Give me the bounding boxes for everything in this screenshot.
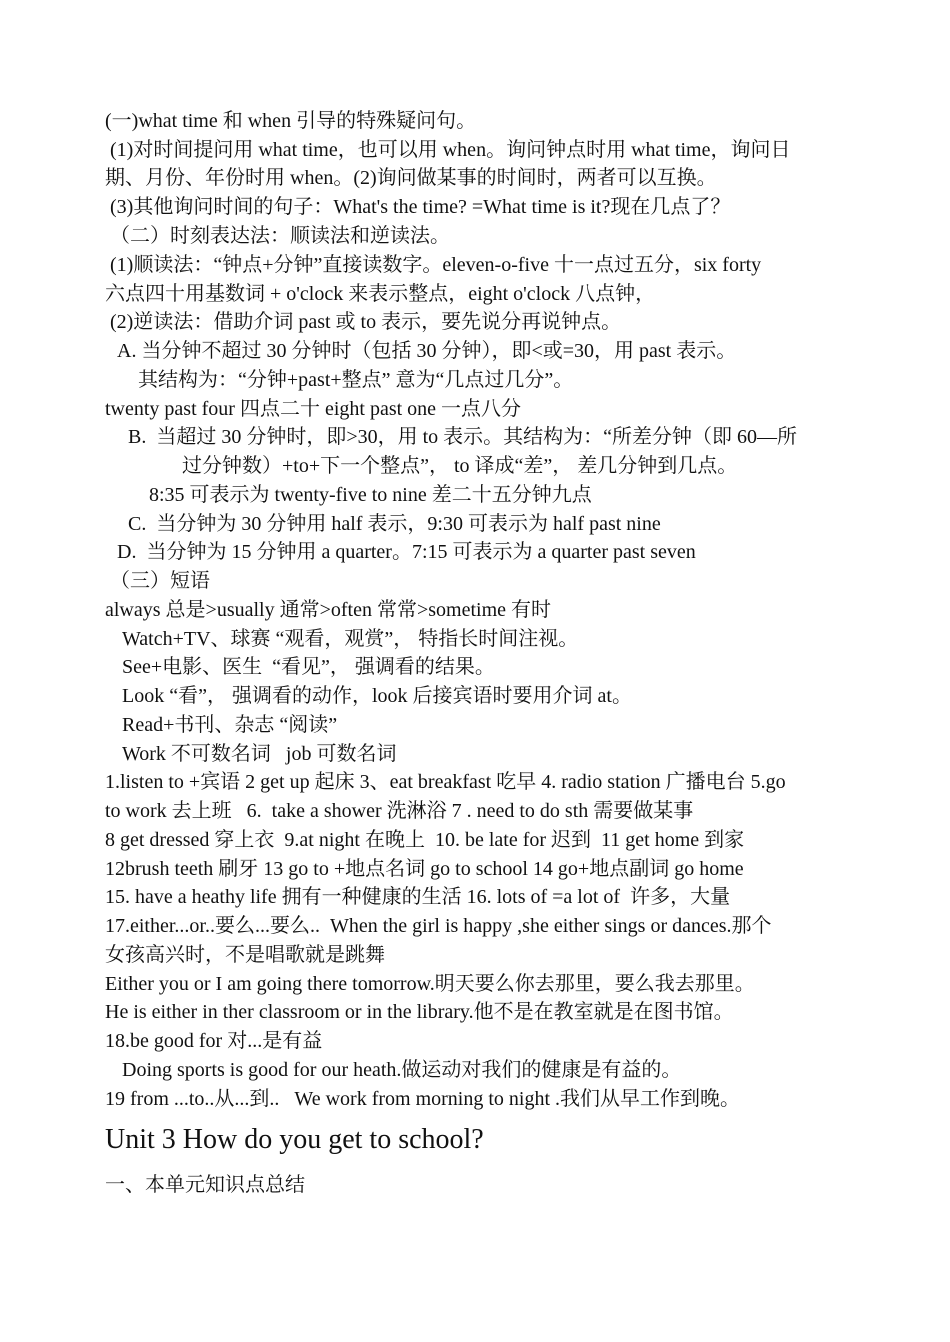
- text-line: (一)what time 和 when 引导的特殊疑问句。: [105, 110, 477, 132]
- text-line: 8:35 可表示为 twenty-five to nine 差二十五分钟九点: [149, 484, 592, 506]
- text-line: Either you or I am going there tomorrow.明天要么你去那里，要么我去那里。: [105, 973, 755, 995]
- text-line: 其结构为：“分钟+past+整点” 意为“几点过几分”。: [138, 369, 574, 391]
- text-line: 期、月份、年份时用 when。(2)询问做某事的时间时，两者可以互换。: [105, 167, 717, 189]
- text-line: A. 当分钟不超过 30 分钟时（包括 30 分钟），即<或=30，用 past 表示。: [117, 340, 737, 362]
- text-line: Watch+TV、球赛 “观看，观赏”， 特指长时间注视。: [122, 628, 579, 650]
- section-heading: 一、本单元知识点总结: [105, 1174, 305, 1196]
- text-line: 12brush teeth 刷牙 13 go to +地点名词 go to school 14 go+地点副词 go home: [105, 858, 744, 880]
- text-line: 17.either...or..要么...要么.. When the girl is happy ,she either sings or dances.那个: [105, 915, 772, 937]
- text-line: always 总是>usually 通常>often 常常>sometime 有时: [105, 599, 552, 621]
- text-line: to work 去上班 6. take a shower 洗淋浴 7 . need to do sth 需要做某事: [105, 800, 694, 822]
- text-line: 女孩高兴时，不是唱歌就是跳舞: [105, 944, 385, 966]
- text-line: 六点四十用基数词 + o'clock 来表示整点，eight o'clock 八点钟，: [105, 283, 656, 305]
- text-line: B. 当超过 30 分钟时，即>30，用 to 表示。其结构为：“所差分钟（即 60—所: [128, 426, 798, 448]
- text-line: 1.listen to +宾语 2 get up 起床 3、eat breakfast 吃早 4. radio station 广播电台 5.go: [105, 771, 786, 793]
- text-line: Look “看”， 强调看的动作，look 后接宾语时要用介词 at。: [122, 685, 632, 707]
- text-line: 19 from ...to..从...到.. We work from morning to night .我们从早工作到晚。: [105, 1088, 741, 1110]
- text-line: twenty past four 四点二十 eight past one 一点八分: [105, 398, 522, 420]
- text-line: （二）时刻表达法：顺读法和逆读法。: [110, 225, 450, 247]
- text-line: （三）短语: [110, 570, 210, 592]
- text-line: Work 不可数名词 job 可数名词: [122, 743, 397, 765]
- text-line: (1)顺读法：“钟点+分钟”直接读数字。eleven-o-five 十一点过五分，six forty: [105, 254, 762, 276]
- text-line: 18.be good for 对...是有益: [105, 1030, 323, 1052]
- text-line: See+电影、医生 “看见”， 强调看的结果。: [122, 656, 495, 678]
- text-line: He is either in ther classroom or in the library.他不是在教室就是在图书馆。: [105, 1001, 734, 1023]
- unit-title: Unit 3 How do you get to school?: [105, 1124, 484, 1155]
- text-line: C. 当分钟为 30 分钟用 half 表示，9:30 可表示为 half past nine: [128, 513, 661, 535]
- text-line: (2)逆读法：借助介词 past 或 to 表示，要先说分再说钟点。: [105, 311, 622, 333]
- text-line: D. 当分钟为 15 分钟用 a quarter。7:15 可表示为 a quarter past seven: [117, 541, 696, 563]
- text-line: Doing sports is good for our heath.做运动对我们的健康是有益的。: [122, 1059, 682, 1081]
- text-line: (3)其他询问时间的句子：What's the time? =What time is it?现在几点了？: [105, 196, 731, 218]
- text-line: (1)对时间提问用 what time，也可以用 when。询问钟点时用 what time，询问日: [105, 139, 791, 161]
- text-line: 过分钟数）+to+下一个整点”， to 译成“差”， 差几分钟到几点。: [182, 455, 738, 477]
- text-line: 8 get dressed 穿上衣 9.at night 在晚上 10. be late for 迟到 11 get home 到家: [105, 829, 745, 851]
- text-line: 15. have a heathy life 拥有一种健康的生活 16. lots of =a lot of 许多，大量: [105, 886, 731, 908]
- text-line: Read+书刊、杂志 “阅读”: [122, 714, 338, 736]
